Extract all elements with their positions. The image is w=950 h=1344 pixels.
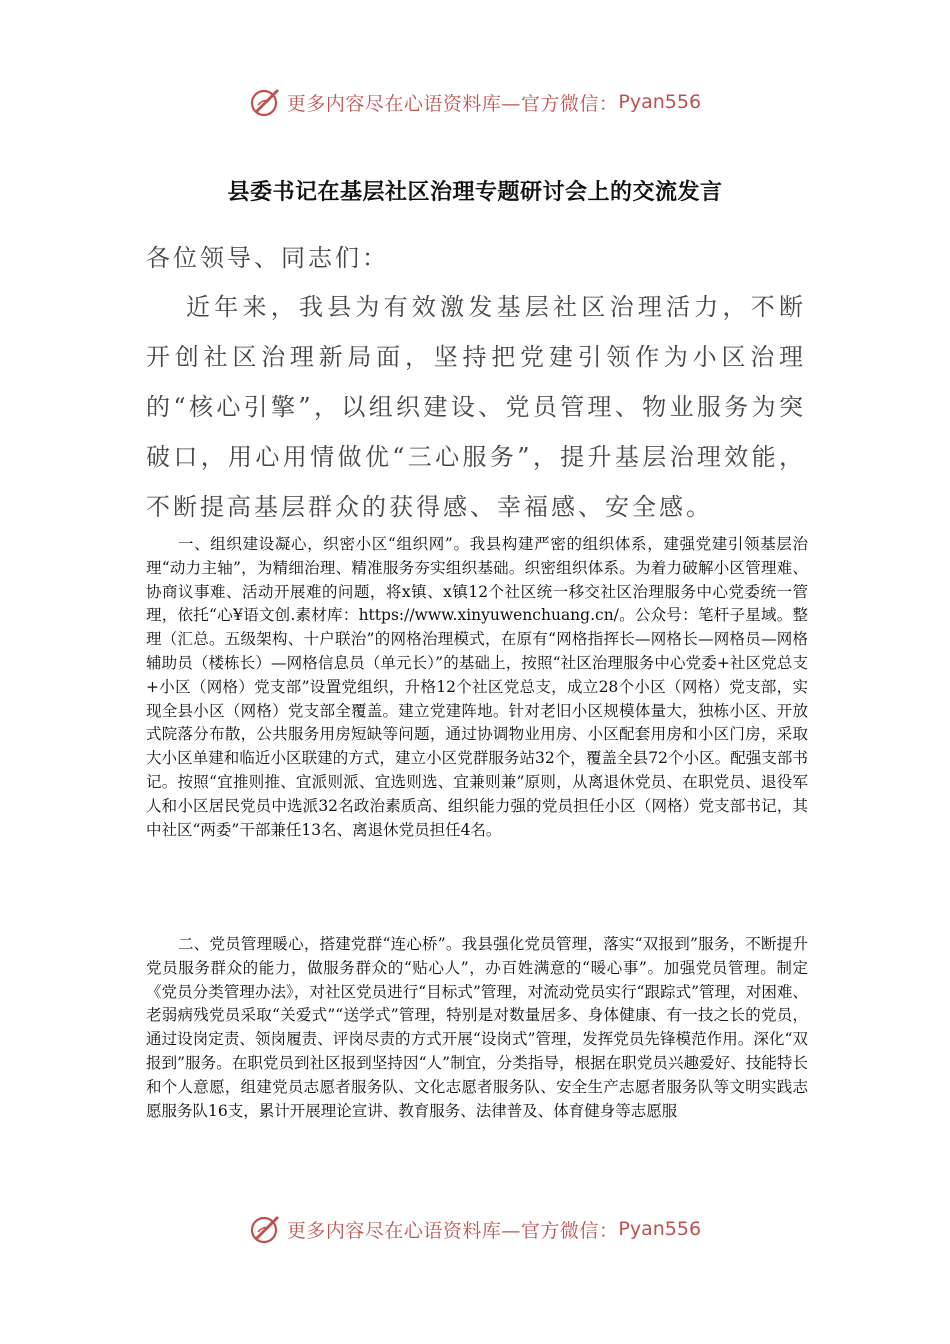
header-banner (0, 82, 950, 122)
document-title: 县委书记在基层社区治理专题研讨会上的交流发言 (227, 179, 723, 205)
body-paragraph-1: 一、组织建设凝心，织密小区“组织网”。我县构建严密的组织体系，建强党建引领基层治理“动力主轴”，为精细治理、精准服务夯实组织基础。织密组织体系。为着力破解小区管理难、协商议事难、活动开展难的问题，将x镇、x镇12个社区统一移交社区治理服务中心党委统一管理，依托“心¥语文创.素材库：https://www.xinyuwenchuang.cn/。公众号：笔杆子星域。整理（汇总。五级架构、十户联治”的网格治理模式，在原有“网格指挥长—网格长—网格员—网格辅助员（楼栋长）—网格信息员（单元长）”的基础上，按照“社区治理服务中心党委+社区党总支+小区（网格）党支部”设置党组织，升格12个社区党总支，成立28个小区（网格）党支部，实现全县小区（网格）党支部全覆盖。建立党建阵地。针对老旧小区规模体量大，独栋小区、开放式院落分布散，公共服务用房短缺等问题，通过协调物业用房、小区配套用房和小区门房，采取大小区单建和临近小区联建的方式，建立小区党群服务站32个，覆盖全县72个小区。配强支部书记。按照“宜推则推、宜派则派、宜选则选、宜兼则兼”原则，从离退休党员、在职党员、退役军人和小区居民党员中选派32名政治素质高、组织能力强的党员担任小区（网格）党支部书记，其中社区“两委”干部兼任13名、离退休党员担任4名。 (146, 535, 808, 839)
intro-paragraph: 近年来，我县为有效激发基层社区治理活力，不断开创社区治理新局面，坚持把党建引领作为小区治理的“核心引擎”，以组织建设、党员管理、物业服务为突破口，用心用情做优“三心服务”，提升基层治理效能，不断提高基层群众的获得感、幸福感、安全感。 (146, 293, 806, 521)
body-paragraph-2: 二、党员管理暖心，搭建党群“连心桥”。我县强化党员管理，落实“双报到”服务，不断提升党员服务群众的能力，做服务群众的“贴心人”，办百姓满意的“暖心事”。加强党员管理。制定《党员分类管理办法》，对社区党员进行“目标式”管理，对流动党员实行“跟踪式”管理，对困难、老弱病残党员采取“关爱式”“送学式”管理，特别是对数量居多、身体健康、有一技之长的党员，通过设岗定责、领岗履责、评岗尽责的方式开展“设岗式”管理，发挥党员先锋模范作用。深化“双报到”服务。在职党员到社区报到坚持因“人”制宜，分类指导，根据在职党员兴趣爱好、技能特长和个人意愿，组建党员志愿者服务队、文化志愿者服务队、安全生产志愿者服务队等文明实践志愿服务队16支，累计开展理论宣讲、教育服务、法律普及、体育健身等志愿服 (146, 935, 808, 1120)
pen-logo-icon (249, 1212, 283, 1246)
footer-wechat-id: Pyan556 (618, 1218, 702, 1240)
footer-banner-text: 更多内容尽在心语资料库—官方微信： (286, 1219, 619, 1242)
pen-logo-icon (249, 85, 283, 119)
footer-banner (0, 1209, 950, 1249)
greeting: 各位领导、同志们： (146, 244, 389, 272)
header-banner-text: 更多内容尽在心语资料库—官方微信： (286, 92, 619, 115)
header-wechat-id: Pyan556 (618, 91, 702, 113)
